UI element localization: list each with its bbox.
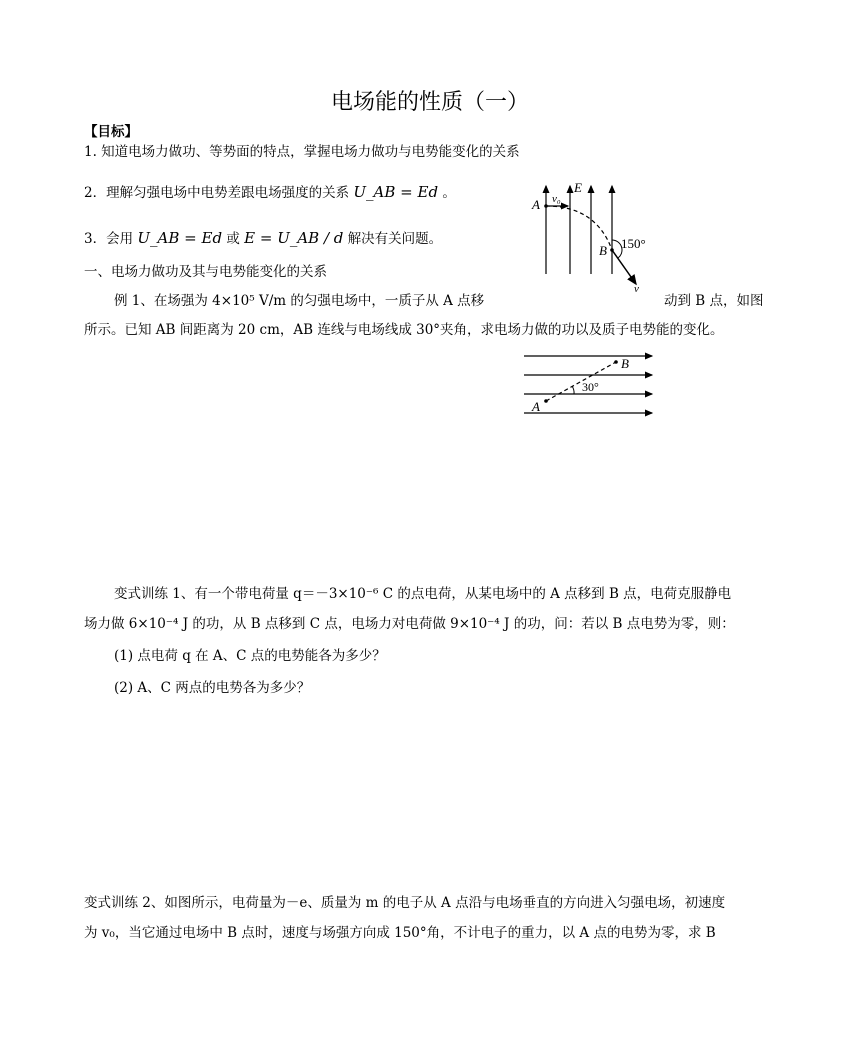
goal-3-prefix: 3．会用 <box>84 231 134 247</box>
goal-3-or: 或 <box>226 231 240 247</box>
label-30: 30° <box>582 380 599 394</box>
section-1-heading: 一、电场力做功及其与电势能变化的关系 <box>84 264 327 280</box>
formula-uab-ed: U_AB = Ed <box>353 183 439 201</box>
goals-heading: 【目标】 <box>84 124 138 140</box>
exercise-1-question-1: (1) 点电荷 q 在 A、C 点的电势能各为多少？ <box>114 648 386 664</box>
ab-segment <box>546 362 616 401</box>
label-v0: v₀ <box>552 193 561 205</box>
label-v: v <box>634 283 639 295</box>
angle-arc <box>572 386 574 394</box>
exercise-1-line-2: 场力做 6×10⁻⁴ J 的功，从 B 点移到 C 点，电场力对电荷做 9×10⁻⁴ J 的功，问：若以 B 点电势为零，则： <box>84 616 735 632</box>
label-a: A <box>532 197 540 212</box>
example-1-line-1b: 动到 B 点，如图 <box>664 293 764 309</box>
point-b <box>610 248 614 252</box>
formula-uab-ed-2: U_AB = Ed <box>137 229 223 247</box>
exercise-2-line-1: 变式训练 2、如图所示，电荷量为－e、质量为 m 的电子从 A 点沿与电场垂直的方向进入匀强电场，初速度 <box>84 895 726 911</box>
figure-proton-field <box>522 350 662 422</box>
figure-electron-field <box>526 178 666 296</box>
exercise-2-line-2: 为 v₀，当它通过电场中 B 点时，速度与场强方向成 150°角，不计电子的重力，以 A 点的电势为零，求 B <box>84 925 716 941</box>
label-e: E <box>574 180 582 195</box>
exercise-1-question-2: (2) A、C 两点的电势各为多少？ <box>114 680 311 696</box>
goal-2-text: 2．理解匀强电场中电势差跟电场强度的关系 <box>84 185 350 201</box>
example-1-line-1a: 例 1、在场强为 4×10⁵ V/m 的匀强电场中，一质子从 A 点移 <box>114 293 485 309</box>
label-150: 150° <box>621 236 646 251</box>
label-b: B <box>621 356 629 371</box>
point-a <box>544 204 548 208</box>
example-1-line-2: 所示。已知 AB 间距离为 20 cm，AB 连线与电场线成 30°夹角，求电场力做的功以及质子电势能的变化。 <box>84 322 724 338</box>
label-b: B <box>599 243 607 258</box>
goal-2-suffix: 。 <box>442 185 456 201</box>
goal-3 <box>84 227 442 247</box>
page-title: 电场能的性质（一） <box>330 90 529 115</box>
goal-3-suffix: 解决有关问题。 <box>347 231 443 247</box>
point-b <box>614 360 618 364</box>
formula-e-uab-d: E = U_AB / d <box>244 229 344 247</box>
exercise-1-line-1: 变式训练 1、有一个带电荷量 q＝－3×10⁻⁶ C 的点电荷，从某电场中的 A 点移到 B 点，电荷克服静电 <box>114 586 732 602</box>
velocity-arrow <box>612 250 636 284</box>
point-a <box>544 399 548 403</box>
goal-1: 1. 知道电场力做功、等势面的特点，掌握电场力做功与电势能变化的关系 <box>84 144 520 160</box>
label-a: A <box>532 399 540 414</box>
goal-2 <box>84 181 456 201</box>
